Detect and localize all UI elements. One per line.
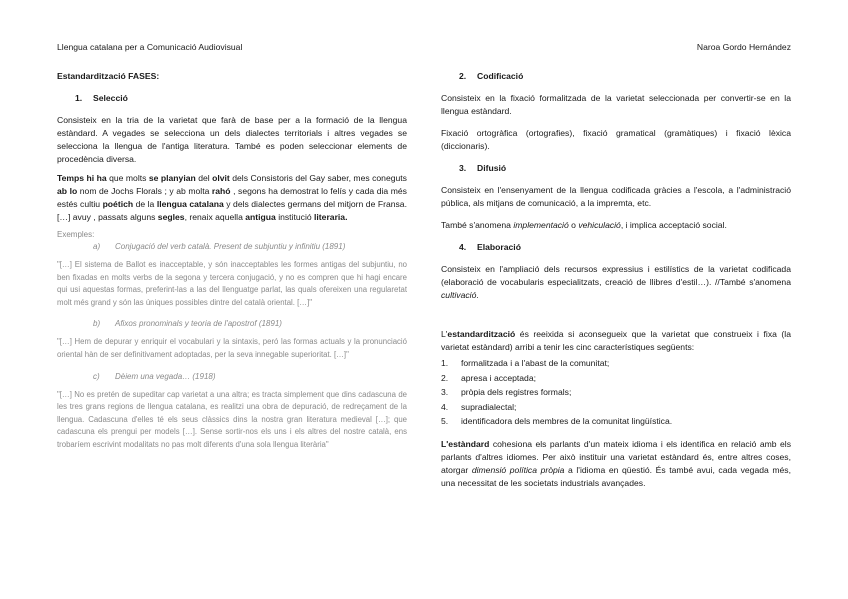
estandarditzacio-paragraph [441,328,791,354]
list-number: 3. [441,387,449,397]
right-column [441,70,791,490]
list-number: 5. [441,416,449,426]
list-item [441,385,791,400]
section-heading-seleccio [75,92,407,105]
t: També s'anomena [441,220,514,230]
t: vehiculació [578,220,621,230]
header-right: Naroa Gordo Hernández [696,42,791,52]
section-number: 2. [459,71,467,81]
section-title: Elaboració [477,242,521,252]
t: segles [157,212,185,222]
left-column [57,70,407,460]
t: se planyian [148,173,196,183]
section-number: 3. [459,163,467,173]
example-b-heading [93,317,407,330]
t: y dels dialectes germans del mitjorn de Fransa. […] avuy , passats alguns [57,199,407,222]
example-title: Afixos pronominals y teoria de l'apostrof (1891) [115,319,282,329]
t: de la [133,199,157,209]
t: nom de Jochs Florals ; y ab molta [77,186,212,196]
difusio-paragraph-2 [441,219,791,232]
t: rahó [211,186,231,196]
section-number: 1. [75,93,83,103]
t: antigua [245,212,276,222]
codificacio-paragraph-1: Consisteix en la fixació formalitzada de la varietat seleccionada per convertir-se en la llengua estàndard. [441,93,791,116]
example-letter: a) [93,242,101,251]
t: implementació [513,220,569,230]
t: que molts [106,173,149,183]
t: poétich [102,199,134,209]
example-a-text: "[…] El sistema de Ballot es inacceptable, y són inacceptables les formes antigas del subjuntiu, no ben fixadas en molts verbs de la segona y tercera conjugació, y no es compren que hi hagi encare qui usi aquestas formas, preferint-las a las del llenguatge parlat, las quals ofereixen una regularetat molt més grand y són las úniques possibles dintre del català oriental. […]" [57,260,407,307]
t: cohesiona els parlants d'un mateix idioma i els identifica en relació amb els parlants d'altres idiomes. Per això instituir una varietat estàndard és, entre altres coses, atorgar [441,438,791,475]
section-title: Selecció [93,93,128,103]
section-title: Codificació [477,71,524,81]
t: estandardització [447,329,516,339]
example-letter: c) [93,371,100,381]
example-title: Dèiem una vegada… (1918) [115,371,216,381]
list-number: 1. [441,358,449,368]
example-c-heading [93,370,407,383]
t: institució [275,212,315,222]
t: dimensió política pròpia [471,464,565,475]
t: ab lo [57,186,78,196]
page-title: Estandardització FASES: [57,71,160,81]
list-text: pròpia dels registres formals; [461,387,572,397]
list-text: apresa i acceptada; [461,372,537,383]
t: L' [441,329,448,339]
t: , segons ha demostrat lo felís y cada dia més estés cultiu [57,186,407,209]
example-letter: b) [93,319,101,329]
elaboracio-paragraph [441,263,791,302]
seleccio-quote-paragraph [57,172,407,224]
section-heading-codificacio [459,70,791,83]
examples-label: Exemples: [57,230,95,239]
estandard-paragraph [441,438,791,490]
list-item [441,371,791,386]
list-number: 4. [441,401,449,412]
t: L'estàndard [441,438,490,449]
t: , renaix aquella [184,212,246,222]
difusio-paragraph-1: Consisteix en l'ensenyament de la llengua codificada gràcies a l'escola, a l'administració pública, als mitjans de comunicació, a la impremta, etc. [441,185,791,208]
example-title: Conjugació del verb català. Present de subjuntiu y infinitiu (1891) [115,242,346,251]
example-b-text: "[…] Hem de depurar y enriquir el vocabulari y la sintaxis, peró las formas actuals y la pronunciació oriental hàn de ser definitivament adoptadas, per la seva innegable superioritat. […]" [57,337,407,359]
t: és reeixida si aconsegueix que la varietat que construeix i fixa (la varietat estàndard) arribi a tenir les cinc característiques següents: [441,329,791,352]
section-title: Difusió [477,163,507,173]
t: . [476,290,479,300]
list-text: identificadora dels membres de la comunitat lingüística. [461,416,673,426]
example-c-text: "[…] No es pretén de supeditar cap varietat a una altra; es tracta simplement que dins cadascuna de les tres grans regions de llengua catalana, es realitzi una obra de depuració, de redreçament de la llengua. Cadascuna d'elles té els seus clàssics dins la nostra gran literatura medieval […]; que cadascuna els prengui per models […]. Sense sortir-nos els uns i els altres del nostre català, ens trobaríem escrivint modalitats no pas molt diferents d'una sola llengua literària" [57,389,407,449]
header-left: Llengua catalana per a Comunicació Audiovisual [57,42,243,52]
codificacio-paragraph-2: Fixació ortogràfica (ortografies), fixació gramatical (gramàtiques) i fixació lèxica (diccionaris). [441,128,791,151]
t: , i implica acceptació social. [620,220,727,230]
list-text: supradialectal; [461,401,517,412]
example-a-heading [93,240,407,253]
list-text: formalitzada i a l'abast de la comunitat; [461,358,610,368]
section-number: 4. [459,242,467,252]
t: del [195,173,213,183]
t: llengua catalana [156,199,224,209]
section-heading-difusio [459,162,791,175]
t: a l'idioma en qüestió. És també avui, cada vegada més, una necessitat de les societats industrials avançades. [441,464,791,488]
list-item [441,400,791,415]
t: literaria. [314,212,348,222]
characteristics-list [441,356,791,429]
t: Consisteix en l'ampliació dels recursos expressius i estilístics de la varietat codificada (elaboració de vocabularis especialitzats, creació de llibres d'estil…). //També s'anomena [441,264,791,287]
section-heading-elaboracio [459,241,791,254]
list-number: 2. [441,372,449,383]
t: olvit [212,173,230,183]
t: dels Consistoris del Gay saber, mes coneguts [229,173,407,183]
t: Temps hi ha [57,173,107,183]
list-item [441,356,791,371]
t: o [568,220,579,230]
list-item [441,414,791,429]
seleccio-paragraph: Consisteix en la tria de la varietat que farà de base per a la formació de la llengua estàndard. A vegades se selecciona un dels dialectes territorials i altres vegades se selecciona la llengua de l'antiga literatura. També es poden seleccionar elements de procedència diversa. [57,115,407,164]
t: cultivació [441,290,477,300]
